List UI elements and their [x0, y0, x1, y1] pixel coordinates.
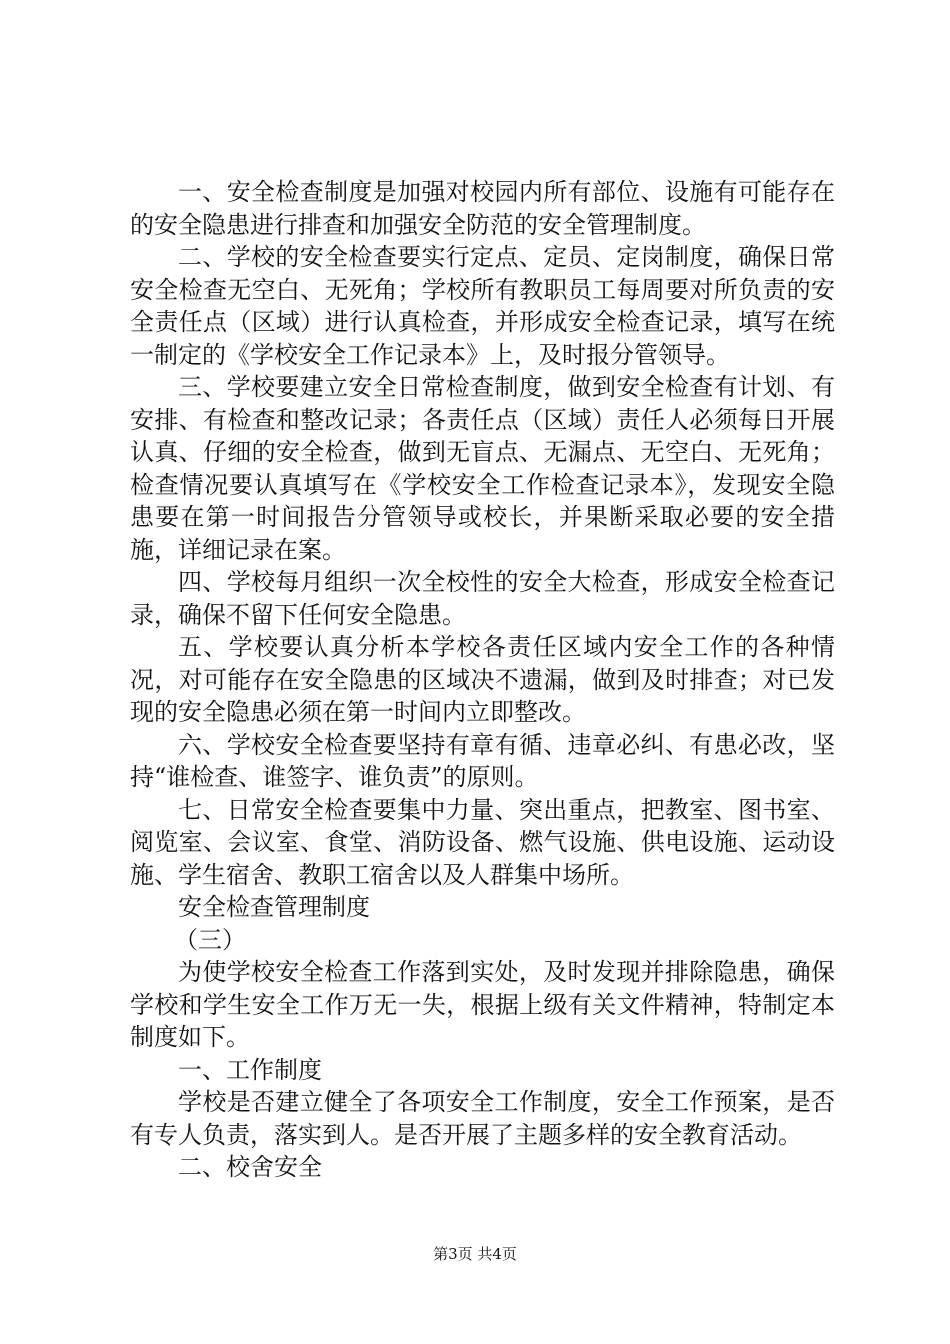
document-body: [130, 176, 835, 1184]
paragraph-3: 三、学校要建立安全日常检查制度，做到安全检查有计划、有安排、有检查和整改记录；各责任点（区域）责任人必须每日开展认真、仔细的安全检查，做到无盲点、无漏点、无空白、无死角；检查情况要认真填写在《学校安全工作检查记录本》，发现安全隐患要在第一时间报告分管领导或校长，并果断采取必要的安全措施，详细记录在案。: [130, 373, 835, 564]
paragraph-5: 五、学校要认真分析本学校各责任区域内安全工作的各种情况，对可能存在安全隐患的区域决不遗漏，做到及时排查；对已发现的安全隐患必须在第一时间内立即整改。: [130, 633, 835, 726]
paragraph-1: 一、安全检查制度是加强对校园内所有部位、设施有可能存在的安全隐患进行排查和加强安全防范的安全管理制度。: [130, 178, 835, 239]
work-system-paragraph: 学校是否建立健全了各项安全工作制度，安全工作预案，是否有专人负责，落实到人。是否开展了主题多样的安全教育活动。: [130, 1088, 835, 1149]
paragraph-4: 四、学校每月组织一次全校性的安全大检查，形成安全检查记录，确保不留下任何安全隐患。: [130, 568, 835, 629]
section-number: （三）: [174, 925, 246, 954]
page-footer: 第3页 共4页: [433, 1245, 517, 1263]
section-title: 安全检查管理制度: [178, 893, 370, 921]
paragraph-7: 七、日常安全检查要集中力量、突出重点，把教室、图书室、阅览室、会议室、食堂、消防设备、燃气设施、供电设施、运动设施、学生宿舍、教职工宿舍以及人群集中场所。: [130, 795, 835, 889]
subheading-work-system: 一、工作制度: [178, 1055, 322, 1084]
subheading-building-safety: 二、校舍安全: [178, 1153, 322, 1181]
paragraph-6: 六、学校安全检查要坚持有章有循、违章必纠、有患必改，坚持“谁检查、谁签字、谁负责”的原则。: [130, 730, 835, 791]
intro-paragraph: 为使学校安全检查工作落到实处，及时发现并排除隐患，确保学校和学生安全工作万无一失，根据上级有关文件精神，特制定本制度如下。: [130, 958, 835, 1051]
paragraph-2: 二、学校的安全检查要实行定点、定员、定岗制度，确保日常安全检查无空白、无死角；学校所有教职员工每周要对所负责的安全责任点（区域）进行认真检查，并形成安全检查记录，填写在统一制定的《学校安全工作记录本》上，及时报分管领导。: [130, 243, 835, 369]
